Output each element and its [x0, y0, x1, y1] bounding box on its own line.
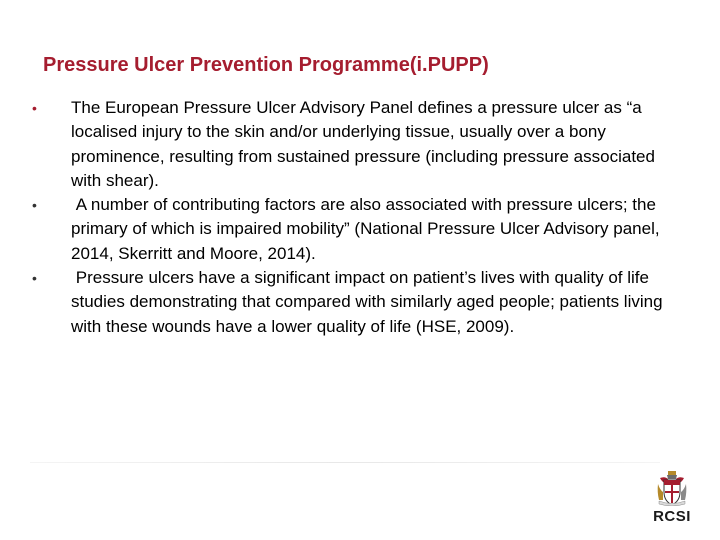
bullet-text: A number of contributing factors are also associated with pressure ulcers; the primary of which is impaired mobility” (National Pressure Ulcer Advisory panel, 2014, Skerritt and Moore, 2014).: [71, 195, 665, 263]
bullet-text: The European Pressure Ulcer Advisory Panel defines a pressure ulcer as “a localised injury to the skin and/or underlying tissue, usually over a bony prominence, resulting from sustained pressure (including pressure associated with shear).: [71, 98, 660, 190]
slide-title: Pressure Ulcer Prevention Programme(i.PUPP): [43, 54, 489, 76]
bullet-text: Pressure ulcers have a significant impact on patient’s lives with quality of life studies demonstrating that compared with similarly aged people; patients living with these wounds have a lower quality of life (HSE, 2009).: [71, 268, 668, 336]
bullet-item: [32, 193, 672, 266]
bullet-item: [32, 266, 672, 339]
rcsi-crest-icon: [657, 470, 687, 506]
rcsi-logo-text: RCSI: [653, 508, 691, 525]
rcsi-logo: [650, 470, 694, 530]
bullet-marker: •: [32, 197, 37, 214]
footer-divider: [30, 462, 660, 463]
bullet-item: [32, 96, 672, 193]
bullet-marker: •: [32, 270, 37, 287]
bullet-marker: •: [32, 100, 37, 116]
bullet-list: [32, 96, 672, 339]
